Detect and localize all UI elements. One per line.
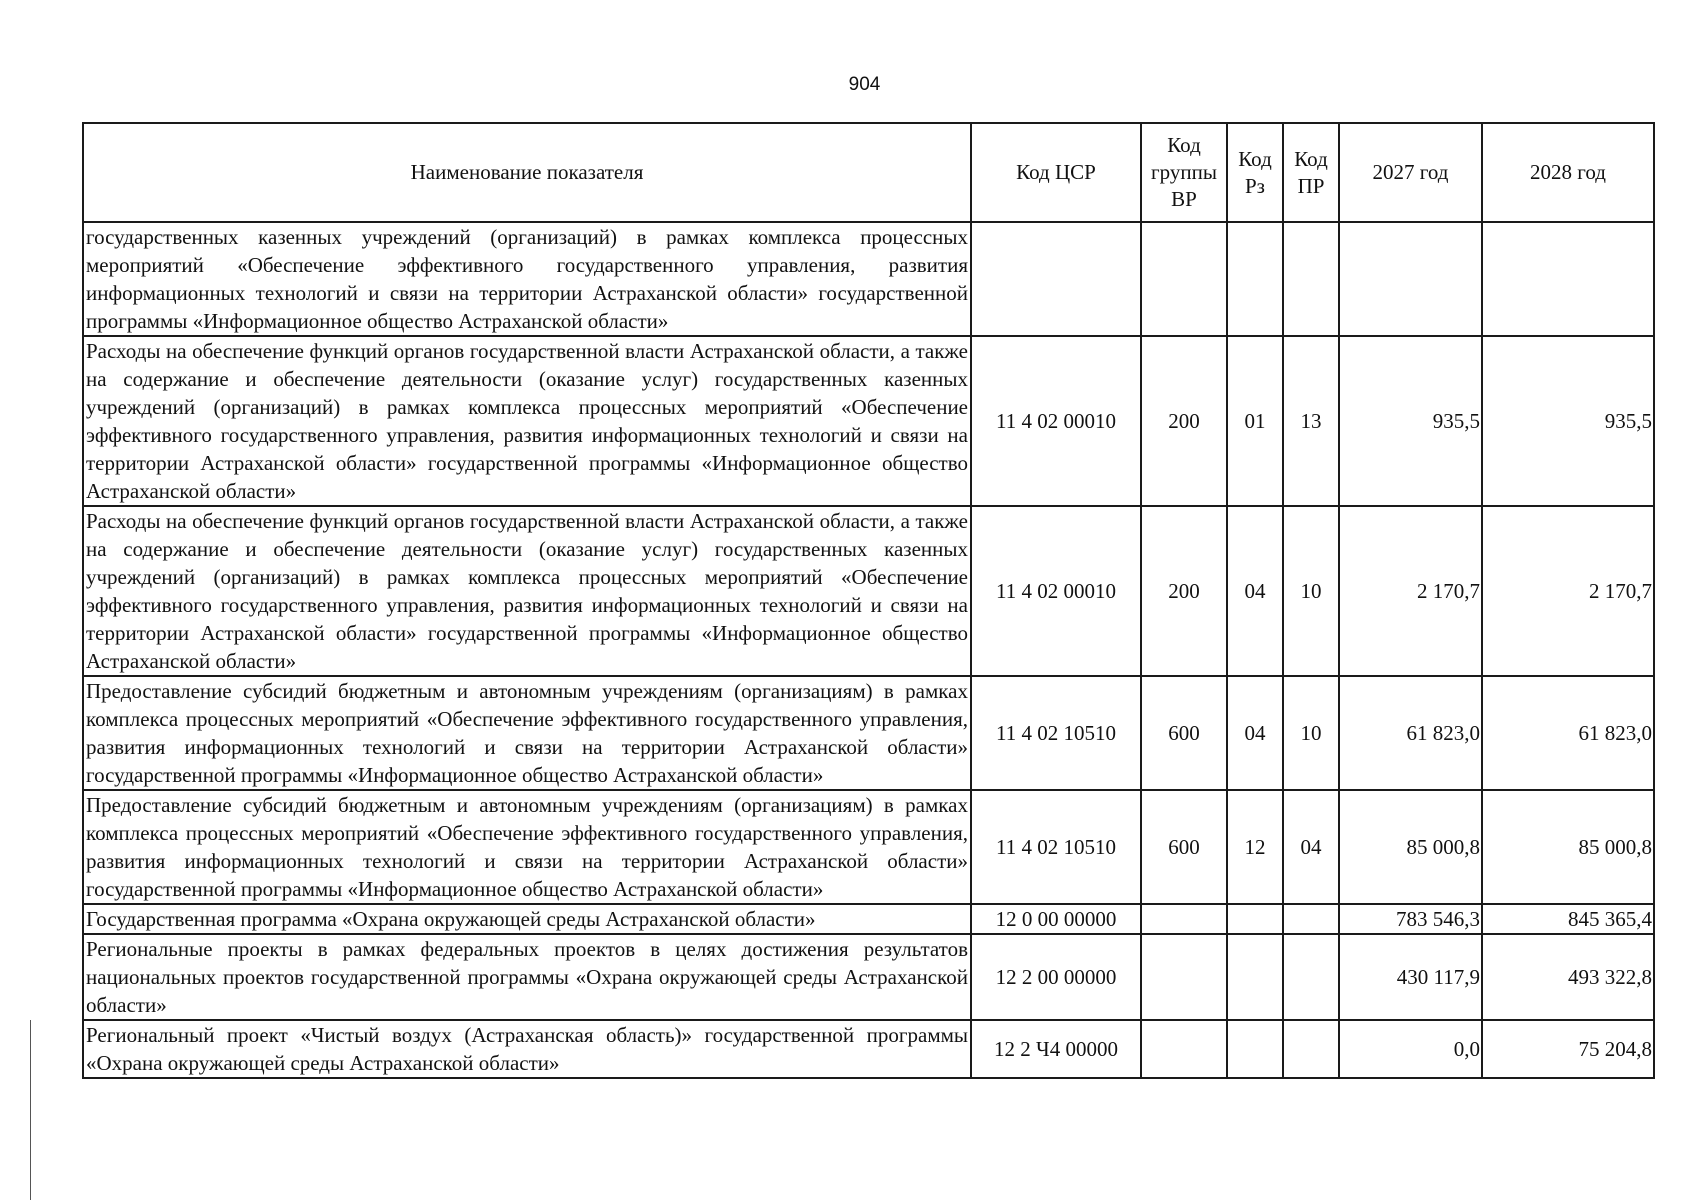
row-name: Региональные проекты в рамках федеральных проектов в целях достижения результатов национальных проектов государственной программы «Охрана окружающей среды Астраханской области»: [83, 934, 971, 1020]
row-pr: 10: [1283, 506, 1339, 676]
row-2028: 61 823,0: [1482, 676, 1654, 790]
row-rz: 01: [1227, 336, 1283, 506]
header-csr: Код ЦСР: [971, 123, 1141, 222]
row-rz: [1227, 904, 1283, 934]
row-2028: 493 322,8: [1482, 934, 1654, 1020]
row-pr: 13: [1283, 336, 1339, 506]
header-rz: Код Рз: [1227, 123, 1283, 222]
row-2028: 2 170,7: [1482, 506, 1654, 676]
row-vr: 600: [1141, 790, 1227, 904]
table-row: [83, 506, 1654, 676]
row-2027: 430 117,9: [1339, 934, 1482, 1020]
header-name: Наименование показателя: [83, 123, 971, 222]
table-row: [83, 336, 1654, 506]
row-csr: 12 2 00 00000: [971, 934, 1141, 1020]
row-vr: [1141, 904, 1227, 934]
row-vr: 600: [1141, 676, 1227, 790]
header-pr: Код ПР: [1283, 123, 1339, 222]
row-pr: [1283, 904, 1339, 934]
row-name: Расходы на обеспечение функций органов государственной власти Астраханской области, а также на содержание и обеспечение деятельности (оказание услуг) государственных казенных учреждений (организаций) в рамках комплекса процессных мероприятий «Обеспечение эффективного государственного управления, развития информационных технологий и связи на территории Астраханской области» государственной программы «Информационное общество Астраханской области»: [83, 336, 971, 506]
row-name: государственных казенных учреждений (организаций) в рамках комплекса процессных мероприятий «Обеспечение эффективного государственного управления, развития информационных технологий и связи на территории Астраханской области» государственной программы «Информационное общество Астраханской области»: [83, 222, 971, 336]
row-vr: 200: [1141, 506, 1227, 676]
row-csr: 12 2 Ч4 00000: [971, 1020, 1141, 1078]
row-2028: 935,5: [1482, 336, 1654, 506]
table-row: [83, 222, 1654, 336]
row-rz: [1227, 934, 1283, 1020]
row-rz: 04: [1227, 506, 1283, 676]
row-csr: 11 4 02 10510: [971, 676, 1141, 790]
table-row: [83, 904, 1654, 934]
row-name: Государственная программа «Охрана окружающей среды Астраханской области»: [83, 904, 971, 934]
table-row: [83, 934, 1654, 1020]
header-2027: 2027 год: [1339, 123, 1482, 222]
row-2027: 0,0: [1339, 1020, 1482, 1078]
row-name: Предоставление субсидий бюджетным и автономным учреждениям (организациям) в рамках комплекса процессных мероприятий «Обеспечение эффективного государственного управления, развития информационных технологий и связи на территории Астраханской области» государственной программы «Информационное общество Астраханской области»: [83, 676, 971, 790]
row-2027: [1339, 222, 1482, 336]
row-2028: 845 365,4: [1482, 904, 1654, 934]
row-csr: 11 4 02 00010: [971, 336, 1141, 506]
row-vr: [1141, 934, 1227, 1020]
row-csr: 11 4 02 00010: [971, 506, 1141, 676]
row-pr: 04: [1283, 790, 1339, 904]
row-2027: 935,5: [1339, 336, 1482, 506]
row-pr: [1283, 222, 1339, 336]
row-2028: [1482, 222, 1654, 336]
row-vr: 200: [1141, 336, 1227, 506]
row-2027: 85 000,8: [1339, 790, 1482, 904]
row-2028: 75 204,8: [1482, 1020, 1654, 1078]
row-2027: 61 823,0: [1339, 676, 1482, 790]
row-name: Региональный проект «Чистый воздух (Астраханская область)» государственной программы «Охрана окружающей среды Астраханской области»: [83, 1020, 971, 1078]
table-row: [83, 1020, 1654, 1078]
table-row: [83, 676, 1654, 790]
row-rz: 04: [1227, 676, 1283, 790]
budget-table: [82, 122, 1655, 1079]
row-rz: 12: [1227, 790, 1283, 904]
row-name: Предоставление субсидий бюджетным и автономным учреждениям (организациям) в рамках комплекса процессных мероприятий «Обеспечение эффективного государственного управления, развития информационных технологий и связи на территории Астраханской области» государственной программы «Информационное общество Астраханской области»: [83, 790, 971, 904]
table-row: [83, 790, 1654, 904]
row-pr: [1283, 1020, 1339, 1078]
row-csr: [971, 222, 1141, 336]
row-2027: 2 170,7: [1339, 506, 1482, 676]
header-2028: 2028 год: [1482, 123, 1654, 222]
row-rz: [1227, 222, 1283, 336]
row-rz: [1227, 1020, 1283, 1078]
margin-line: [30, 1020, 31, 1200]
row-vr: [1141, 1020, 1227, 1078]
page-number: 904: [848, 74, 881, 95]
row-csr: 11 4 02 10510: [971, 790, 1141, 904]
header-vr: Код группы ВР: [1141, 123, 1227, 222]
header-row: [83, 123, 1654, 222]
row-2028: 85 000,8: [1482, 790, 1654, 904]
row-pr: 10: [1283, 676, 1339, 790]
row-2027: 783 546,3: [1339, 904, 1482, 934]
row-csr: 12 0 00 00000: [971, 904, 1141, 934]
row-pr: [1283, 934, 1339, 1020]
row-name: Расходы на обеспечение функций органов государственной власти Астраханской области, а также на содержание и обеспечение деятельности (оказание услуг) государственных казенных учреждений (организаций) в рамках комплекса процессных мероприятий «Обеспечение эффективного государственного управления, развития информационных технологий и связи на территории Астраханской области» государственной программы «Информационное общество Астраханской области»: [83, 506, 971, 676]
row-vr: [1141, 222, 1227, 336]
